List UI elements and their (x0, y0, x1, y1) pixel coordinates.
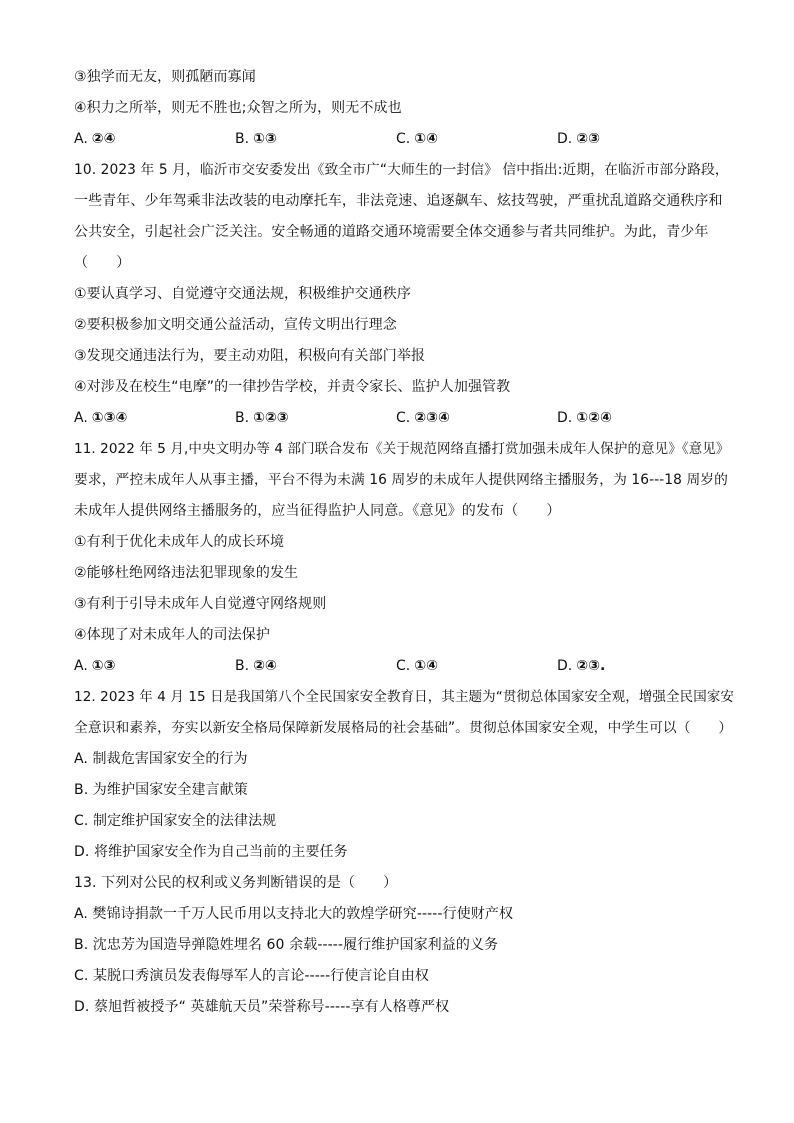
choice-c: C. 制定维护国家安全的法律法规 (74, 813, 277, 829)
question-stem-line: 11. 2022 年 5 月,中央文明办等 4 部门联合发布《关于规范网络直播打赏加强未成年人保护的意见》《意见》 (74, 441, 730, 457)
choice-a: A. 樊锦诗捐款一千万人民币用以支持北大的敦煌学研究-----行使财产权 (74, 906, 514, 922)
question-stem-line: 12. 2023 年 4 月 15 日是我国第八个全民国家安全教育日，其主题为“贯彻总体国家安全观，增强全民国家安 (74, 689, 735, 705)
option-row (74, 124, 734, 155)
option-c: C. ②③④ (396, 410, 450, 426)
answer-blank: （ ） (74, 255, 131, 271)
option-d: D. ②③. (557, 658, 606, 674)
statement-item: ②要积极参加文明交通公益活动，宣传文明出行理念 (74, 317, 397, 333)
statement-item: ③独学而无友，则孤陋而寡闻 (74, 69, 256, 85)
exam-content (74, 62, 734, 1023)
question-10 (74, 155, 734, 434)
option-row (74, 651, 734, 682)
statement-item: ①要认真学习、自觉遵守交通法规，积极维护交通秩序 (74, 286, 411, 302)
option-b: B. ②④ (235, 658, 277, 674)
option-a: A. ②④ (74, 131, 116, 147)
question-stem-line: 一些青年、少年驾乘非法改装的电动摩托车，非法竞速、追逐飙车、炫技驾驶，严重扰乱道路交通秩序和 (74, 193, 723, 209)
choice-c: C. 某脱口秀演员发表侮辱军人的言论-----行使言论自由权 (74, 968, 429, 984)
question-stem-line: 全意识和素养，夯实以新安全格局保障新发展格局的社会基础”。贯彻总体国家安全观，中学生可以（ ） (74, 720, 733, 736)
question-stem-line: 公共安全，引起社会广泛关注。安全畅通的道路交通环境需要全体交通参与者共同维护。为此，青少年 (74, 224, 709, 240)
option-c: C. ①④ (396, 131, 438, 147)
question-stem-line: 13. 下列对公民的权利或义务判断错误的是（ ） (74, 875, 398, 891)
statement-item: ④体现了对未成年人的司法保护 (74, 627, 270, 643)
choice-d: D. 将维护国家安全作为自己当前的主要任务 (74, 844, 348, 860)
statement-item: ③发现交通违法行为，要主动劝阻，积极向有关部门举报 (74, 348, 426, 364)
choice-a: A. 制裁危害国家安全的行为 (74, 751, 248, 767)
option-a: A. ①③④ (74, 410, 128, 426)
statement-item: ③有利于引导未成年人自觉遵守网络规则 (74, 596, 327, 612)
question-13 (74, 868, 734, 1023)
question-9 (74, 62, 734, 155)
option-d: D. ①②④ (557, 410, 612, 426)
choice-b: B. 为维护国家安全建言献策 (74, 782, 248, 798)
statement-item: ④积力之所举，则无不胜也;众智之所为，则无不成也 (74, 100, 402, 116)
question-stem-line: 未成年人提供网络主播服务的，应当征得监护人同意。《意见》的发布（ ） (74, 503, 561, 519)
choice-b: B. 沈忠芳为国造导弹隐姓埋名 60 余载-----履行维护国家利益的义务 (74, 937, 499, 953)
option-c: C. ①④ (396, 658, 438, 674)
question-12 (74, 682, 734, 868)
option-b: B. ①③ (235, 131, 277, 147)
option-d: D. ②③ (557, 131, 600, 147)
question-stem-line: 10. 2023 年 5 月，临沂市交安委发出《致全市广“大师生的一封信》 信中指出:近期，在临沂市部分路段， (74, 162, 729, 178)
statement-item: ②能够杜绝网络违法犯罪现象的发生 (74, 565, 299, 581)
statement-item: ①有利于优化未成年人的成长环境 (74, 534, 285, 550)
choice-d: D. 蔡旭哲被授予“ 英雄航天员”荣誉称号-----享有人格尊严权 (74, 999, 450, 1015)
option-a: A. ①③ (74, 658, 116, 674)
question-11 (74, 434, 734, 682)
question-stem-line: 要求，严控未成年人从事主播，平台不得为未满 16 周岁的未成年人提供网络主播服务，为 16---18 周岁的 (74, 472, 729, 488)
statement-item: ④对涉及在校生“电摩”的一律抄告学校，并责令家长、监护人加强管教 (74, 379, 511, 395)
option-b: B. ①②③ (235, 410, 289, 426)
option-row (74, 403, 734, 434)
